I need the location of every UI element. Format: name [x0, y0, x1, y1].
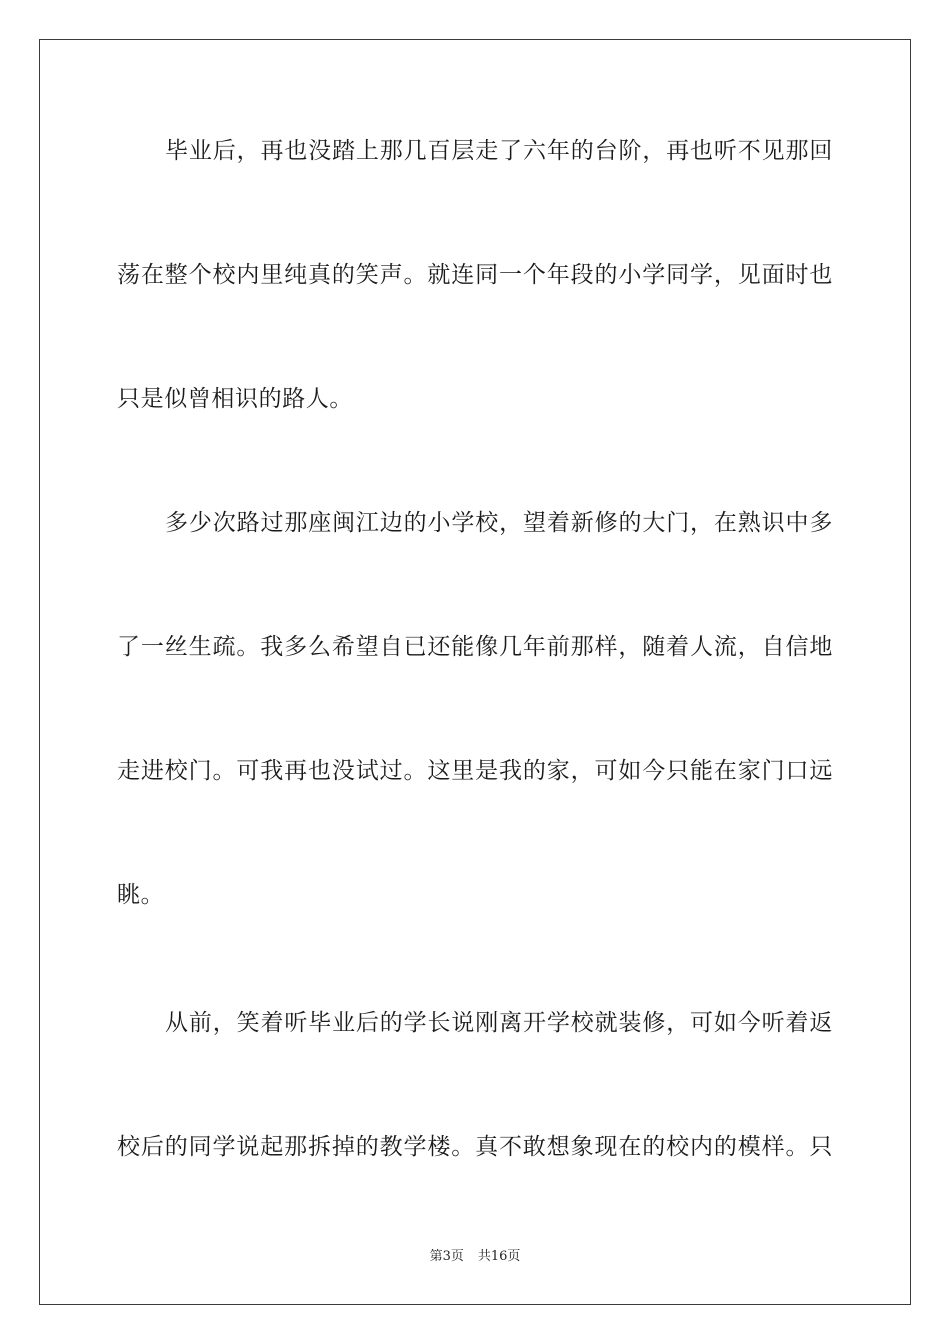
paragraph-2-line-1: 多少次路过那座闽江边的小学校，望着新修的大门，在熟识中多	[165, 510, 833, 536]
page-number-total: 共16页	[477, 1249, 521, 1264]
page-number-current: 第3页	[429, 1249, 464, 1264]
paragraph-2-line-3: 走进校门。可我再也没试过。这里是我的家，可如今只能在家门口远	[117, 758, 833, 784]
paragraph-1-line-1: 毕业后，再也没踏上那几百层走了六年的台阶，再也听不见那回	[165, 138, 833, 164]
paragraph-3-line-1: 从前，笑着听毕业后的学长说刚离开学校就装修，可如今听着返	[165, 1010, 833, 1036]
page-border	[39, 39, 911, 1305]
paragraph-1-line-2: 荡在整个校内里纯真的笑声。就连同一个年段的小学同学，见面时也	[117, 262, 833, 288]
paragraph-2-line-2: 了一丝生疏。我多么希望自已还能像几年前那样，随着人流，自信地	[117, 634, 833, 660]
paragraph-2-line-4: 眺。	[117, 882, 165, 908]
paragraph-1-line-3: 只是似曾相识的路人。	[117, 386, 353, 412]
page-footer	[0, 1248, 950, 1266]
paragraph-3-line-2: 校后的同学说起那拆掉的教学楼。真不敢想象现在的校内的模样。只	[117, 1134, 833, 1160]
